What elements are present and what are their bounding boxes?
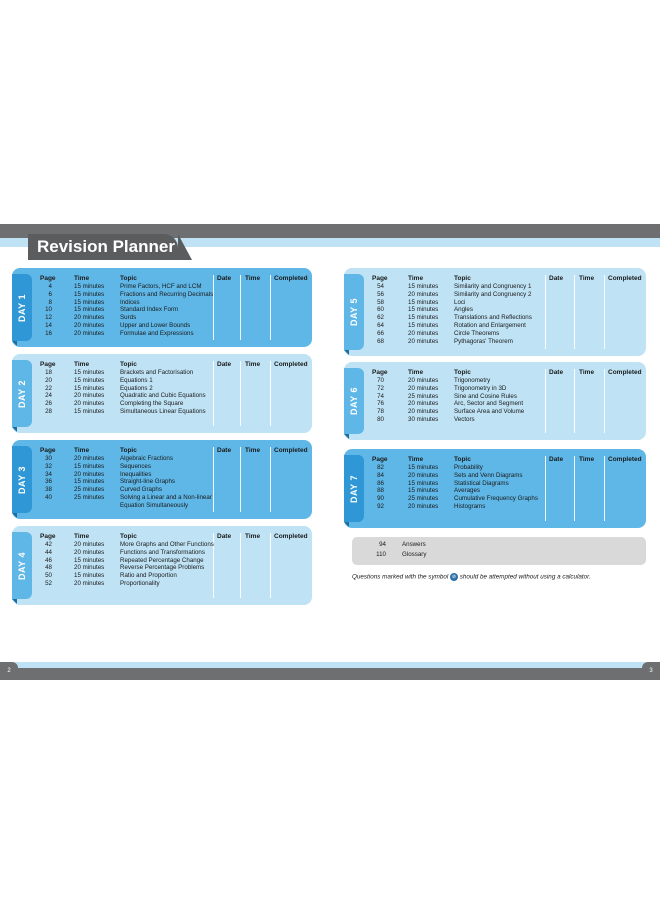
row-time: 15 minutes [74,462,105,470]
row-page: 10 [45,306,52,314]
column-header-topic: Topic [120,447,137,454]
row-topic: Inequalities [120,470,152,478]
row-topic: Indices [120,298,140,306]
row-page: 6 [48,290,52,298]
column-header-time: Time [74,361,90,368]
row-time: 20 minutes [74,392,105,400]
column-divider [240,447,241,512]
row-page: 32 [45,462,52,470]
row-page: 52 [45,580,52,587]
day-label: DAY 2 [17,379,27,408]
column-header-page: Page [40,533,56,540]
row-time: 20 minutes [74,322,105,329]
row-page: 18 [45,369,52,376]
row-topic: Straight-line Graphs [120,478,176,486]
row-page: 62 [377,314,384,322]
row-time: 25 minutes [74,494,105,501]
column-divider [240,533,241,598]
row-topic: Equations 1 [120,376,153,384]
column-divider [270,361,271,426]
row-page: 42 [45,541,52,548]
column-divider [213,447,214,512]
row-time: 15 minutes [74,408,105,415]
column-divider [545,369,546,433]
column-divider [545,275,546,349]
row-topic: Curved Graphs [120,486,162,494]
row-topic: Probability [454,464,483,471]
day-panel [12,354,312,433]
column-header-date: Date [217,361,232,368]
column-divider [574,456,575,521]
note-text-before: Questions marked with the symbol [352,573,449,581]
row-page: 86 [377,479,384,487]
column-divider [604,456,605,521]
row-page: 20 [45,376,52,384]
day-label: DAY 3 [17,465,27,494]
note-text-after: should be attempted without using a calculator. [459,573,591,581]
row-page: 14 [45,322,52,329]
row-time: 15 minutes [408,314,439,322]
column-header-time: Time [408,456,424,463]
column-header-time2: Time [579,275,595,282]
row-page: 28 [45,408,52,415]
column-header-date: Date [549,275,564,282]
row-page: 40 [45,494,52,501]
column-header-topic: Topic [120,275,137,282]
column-header-topic: Topic [454,369,471,376]
row-page: 38 [45,486,52,494]
row-page: 68 [377,337,384,345]
row-time: 15 minutes [408,487,439,495]
row-topic: Algebraic Fractions [120,455,173,462]
column-header-page: Page [40,361,56,368]
row-time: 20 minutes [74,548,105,556]
column-divider [240,275,241,340]
row-topic: Angles [454,306,473,314]
row-time: 15 minutes [74,283,105,290]
row-time: 20 minutes [408,290,439,298]
row-time: 20 minutes [74,564,105,572]
row-page: 16 [45,329,52,337]
row-time: 15 minutes [408,479,439,487]
row-page: 66 [377,329,384,337]
row-page: 54 [377,283,384,290]
row-page: 12 [45,314,52,322]
row-time: 20 minutes [408,408,439,416]
day-label: DAY 7 [349,474,359,503]
row-time: 30 minutes [408,416,439,423]
day-panel [12,526,312,605]
column-header-time2: Time [245,533,261,540]
day-panel [344,362,646,440]
row-page: 84 [377,471,384,479]
row-time: 20 minutes [74,329,105,337]
row-topic: Trigonometry [454,377,491,384]
extra-page: 94 [379,541,386,548]
row-topic: Simultaneous Linear Equations [120,408,206,415]
column-divider [270,275,271,340]
column-divider [574,369,575,433]
row-page: 58 [377,298,384,306]
row-topic: Cumulative Frequency Graphs [454,495,538,503]
row-time: 15 minutes [74,556,105,564]
row-time: 15 minutes [408,322,439,329]
row-time: 15 minutes [74,572,105,580]
row-time: 20 minutes [74,470,105,478]
no-calculator-icon: ⊘ [451,574,457,580]
row-topic: Similarity and Congruency 2 [454,290,532,298]
row-topic: Histograms [454,503,486,510]
row-time: 15 minutes [74,298,105,306]
column-header-completed: Completed [274,533,308,540]
row-topic: Completing the Square [120,400,184,408]
day-tab [12,446,32,513]
row-page: 44 [45,548,52,556]
column-divider [270,533,271,598]
column-header-completed: Completed [274,447,308,454]
column-header-page: Page [40,447,56,454]
row-page: 76 [377,400,384,408]
row-time: 25 minutes [408,392,439,400]
row-page: 64 [377,322,384,329]
day-label: DAY 1 [17,293,27,322]
row-topic: Fractions and Recurring Decimals [120,290,214,298]
row-topic: Upper and Lower Bounds [120,322,191,329]
row-time: 20 minutes [74,541,105,548]
row-topic: Translations and Reflections [454,314,532,322]
column-header-completed: Completed [608,275,642,282]
row-time: 20 minutes [408,503,439,510]
column-divider [574,275,575,349]
row-page: 26 [45,400,52,408]
day-label: DAY 5 [349,297,359,327]
row-topic: Circle Theorems [454,329,500,337]
column-header-topic: Topic [454,275,471,282]
row-topic: Similarity and Congruency 1 [454,283,532,290]
day-panel [344,268,646,356]
column-header-time: Time [408,275,424,282]
row-page: 46 [45,556,52,564]
row-time: 20 minutes [74,580,105,587]
calculator-note [352,573,591,581]
row-time: 15 minutes [74,369,105,376]
column-divider [604,369,605,433]
column-header-page: Page [372,275,388,282]
column-divider [213,361,214,426]
row-time: 15 minutes [408,298,439,306]
row-page: 8 [48,298,52,306]
column-header-completed: Completed [274,275,308,282]
day-tab [344,274,364,350]
row-topic: Reverse Percentage Problems [120,564,205,572]
extra-topic: Glossary [402,551,427,558]
page-number-right: 3 [642,662,660,680]
row-page: 48 [45,564,52,572]
column-header-time2: Time [245,361,261,368]
row-page: 80 [377,416,384,423]
column-header-page: Page [40,275,56,282]
row-topic: Surface Area and Volume [454,408,525,416]
column-header-time2: Time [245,275,261,282]
row-page: 34 [45,470,52,478]
row-topic: Vectors [454,416,475,423]
row-page: 56 [377,290,384,298]
column-header-date: Date [549,456,564,463]
row-topic: Formulae and Expressions [120,329,194,337]
row-time: 15 minutes [408,306,439,314]
row-topic: Standard Index Form [120,306,179,314]
row-topic: Functions and Transformations [120,548,205,556]
column-divider [604,275,605,349]
column-header-completed: Completed [608,369,642,376]
row-time: 15 minutes [74,376,105,384]
column-divider [545,456,546,521]
bottom-bar [0,668,660,680]
row-time: 20 minutes [74,314,105,322]
row-page: 70 [377,377,384,384]
row-time: 15 minutes [74,306,105,314]
day-tab [344,368,364,434]
column-header-topic: Topic [120,533,137,540]
row-page: 60 [377,306,384,314]
column-header-date: Date [217,447,232,454]
column-header-time2: Time [579,456,595,463]
row-page: 4 [48,283,52,290]
row-page: 82 [377,464,384,471]
row-topic: Sets and Venn Diagrams [454,471,523,479]
row-time: 15 minutes [74,478,105,486]
row-topic: Pythagoras' Theorem [454,337,513,345]
row-time: 20 minutes [74,400,105,408]
column-header-time: Time [74,447,90,454]
row-page: 90 [377,495,384,503]
page-title: Revision Planner [28,234,178,260]
row-page: 72 [377,384,384,392]
day-tab [12,360,32,427]
row-time: 15 minutes [408,283,439,290]
row-time: 15 minutes [408,464,439,471]
column-header-date: Date [217,533,232,540]
column-header-page: Page [372,456,388,463]
column-divider [240,361,241,426]
row-time: 20 minutes [408,400,439,408]
row-time: 20 minutes [408,384,439,392]
row-topic: Proportionality [120,580,160,587]
row-topic: Arc, Sector and Segment [454,400,524,408]
row-time: 25 minutes [74,486,105,494]
day-label: DAY 6 [349,386,359,416]
row-topic: Equation Simultaneously [120,501,189,509]
day-panel [344,449,646,528]
row-page: 24 [45,392,52,400]
column-header-completed: Completed [274,361,308,368]
row-topic: Brackets and Factorisation [120,369,194,376]
row-page: 22 [45,384,52,392]
extra-sections [352,537,646,565]
row-time: 20 minutes [408,471,439,479]
row-topic: Statistical Diagrams [454,479,509,487]
row-topic: Averages [454,487,481,495]
extra-page: 110 [376,551,386,558]
row-topic: Rotation and Enlargement [454,322,526,329]
column-header-page: Page [372,369,388,376]
row-topic: Prime Factors, HCF and LCM [120,283,202,290]
row-topic: Surds [120,314,137,322]
column-divider [270,447,271,512]
row-topic: Equations 2 [120,384,153,392]
column-header-time2: Time [245,447,261,454]
row-topic: Quadratic and Cubic Equations [120,392,206,400]
column-header-date: Date [549,369,564,376]
row-time: 25 minutes [408,495,439,503]
row-page: 78 [377,408,384,416]
day-panel [12,268,312,347]
row-page: 92 [377,503,384,510]
row-page: 30 [45,455,52,462]
column-header-time: Time [74,275,90,282]
day-tab [12,532,32,599]
column-divider [213,275,214,340]
row-topic: More Graphs and Other Functions [120,541,214,548]
row-time: 20 minutes [408,337,439,345]
row-time: 20 minutes [74,455,105,462]
row-page: 88 [377,487,384,495]
row-topic: Sine and Cosine Rules [454,392,517,400]
day-panel [12,440,312,519]
row-page: 74 [377,392,384,400]
row-time: 20 minutes [408,377,439,384]
column-header-topic: Topic [454,456,471,463]
page-number-left: 2 [0,662,18,680]
extra-topic: Answers [402,541,426,548]
row-topic: Solving a Linear and a Non-linear [120,494,212,501]
day-label: DAY 4 [17,551,27,580]
row-topic: Trigonometry in 3D [454,384,507,392]
row-time: 20 minutes [408,329,439,337]
column-header-date: Date [217,275,232,282]
day-tab [12,274,32,341]
day-tab [344,455,364,522]
row-topic: Repeated Percentage Change [120,556,204,564]
column-header-time: Time [408,369,424,376]
row-topic: Ratio and Proportion [120,572,177,580]
column-header-completed: Completed [608,456,642,463]
row-page: 50 [45,572,52,580]
row-topic: Loci [454,298,466,306]
row-time: 15 minutes [74,290,105,298]
row-page: 36 [45,478,52,486]
column-header-topic: Topic [120,361,137,368]
column-header-time2: Time [579,369,595,376]
row-time: 15 minutes [74,384,105,392]
column-header-time: Time [74,533,90,540]
row-topic: Sequences [120,462,151,470]
